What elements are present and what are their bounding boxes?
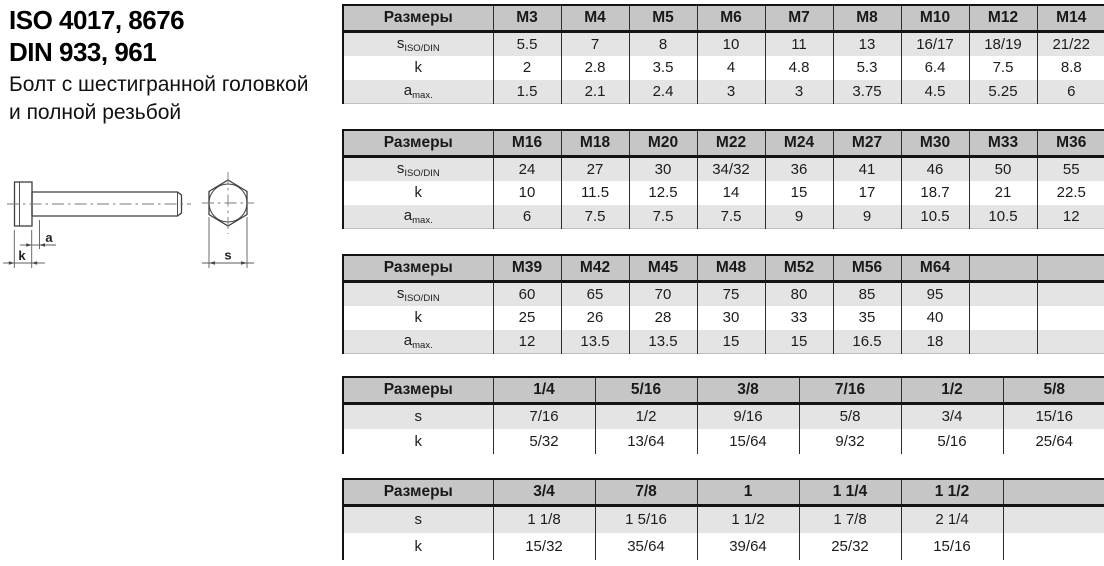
value-cell: 7.5 — [629, 205, 697, 229]
value-cell: 3 — [765, 80, 833, 104]
value-cell: 25/32 — [799, 533, 901, 560]
value-cell: 15/64 — [697, 429, 799, 454]
value-cell: 27 — [561, 157, 629, 181]
row-label-k: k — [414, 184, 422, 201]
row-label-k: k — [414, 309, 422, 326]
value-cell: 3/4 — [901, 404, 1003, 429]
value-cell: 21/22 — [1037, 32, 1104, 56]
size-column-header: M10 — [901, 5, 969, 32]
value-cell: 9/16 — [697, 404, 799, 429]
value-cell: 46 — [901, 157, 969, 181]
value-cell: 12 — [1037, 205, 1104, 229]
value-cell: 13/64 — [595, 429, 697, 454]
value-cell: 10 — [697, 32, 765, 56]
dimensions-table-inch-quarter-to-fiveeighths — [342, 376, 1104, 454]
value-cell: 9/32 — [799, 429, 901, 454]
value-cell: 4.5 — [901, 80, 969, 104]
value-cell — [1037, 306, 1104, 330]
value-cell: 15 — [765, 181, 833, 205]
value-cell: 4.8 — [765, 56, 833, 80]
value-cell — [1037, 330, 1104, 354]
value-cell: 41 — [833, 157, 901, 181]
dimensions-table-inch-threequarters-to-oneandhalf — [342, 478, 1104, 560]
table-corner-header: Размеры — [343, 377, 493, 404]
size-column-header: 1 1/4 — [799, 479, 901, 506]
value-cell: 15/16 — [1003, 404, 1104, 429]
value-cell: 5/16 — [901, 429, 1003, 454]
size-column-header: M42 — [561, 255, 629, 282]
size-column-header: M5 — [629, 5, 697, 32]
product-description-line2: и полной резьбой — [9, 101, 182, 124]
size-column-header — [969, 255, 1037, 282]
value-cell: 18 — [901, 330, 969, 354]
dimension-arrowheads — [9, 243, 247, 264]
value-cell: 75 — [697, 282, 765, 306]
value-cell: 5/8 — [799, 404, 901, 429]
size-column-header: M22 — [697, 130, 765, 157]
value-cell: 3.5 — [629, 56, 697, 80]
value-cell: 2.4 — [629, 80, 697, 104]
value-cell: 9 — [833, 205, 901, 229]
row-label-s: s — [414, 408, 422, 426]
size-column-header: M52 — [765, 255, 833, 282]
size-column-header: 7/16 — [799, 377, 901, 404]
value-cell: 55 — [1037, 157, 1104, 181]
standard-din-title: DIN 933, 961 — [9, 37, 157, 67]
value-cell: 7.5 — [697, 205, 765, 229]
value-cell: 25 — [493, 306, 561, 330]
size-column-header: M64 — [901, 255, 969, 282]
table-row — [343, 282, 1104, 306]
dimensions-table-metric-m16-m36 — [342, 129, 1104, 229]
value-cell: 17 — [833, 181, 901, 205]
row-label-a: $a_{max.}$ — [403, 81, 433, 101]
value-cell: 25/64 — [1003, 429, 1104, 454]
value-cell: 15/32 — [493, 533, 595, 560]
size-column-header: M33 — [969, 130, 1037, 157]
size-column-header — [1003, 479, 1104, 506]
table-row — [343, 181, 1104, 205]
size-column-header: M20 — [629, 130, 697, 157]
value-cell: 3.75 — [833, 80, 901, 104]
table-row — [343, 404, 1104, 429]
value-cell: 10 — [493, 181, 561, 205]
size-column-header: 1 1/2 — [901, 479, 1003, 506]
row-label-k: k — [414, 59, 422, 76]
value-cell: 3 — [697, 80, 765, 104]
value-cell: 36 — [765, 157, 833, 181]
value-cell — [969, 282, 1037, 306]
table-row — [343, 330, 1104, 354]
value-cell: 11 — [765, 32, 833, 56]
value-cell: 1 1/2 — [697, 506, 799, 533]
value-cell: 1 5/16 — [595, 506, 697, 533]
value-cell: 8.8 — [1037, 56, 1104, 80]
size-column-header: 3/4 — [493, 479, 595, 506]
size-column-header: M18 — [561, 130, 629, 157]
centerlines — [7, 172, 254, 234]
value-cell: 28 — [629, 306, 697, 330]
value-cell: 1 7/8 — [799, 506, 901, 533]
value-cell: 6 — [493, 205, 561, 229]
table-corner-header: Размеры — [343, 479, 493, 506]
value-cell: 35 — [833, 306, 901, 330]
value-cell: 14 — [697, 181, 765, 205]
product-description-line1: Болт с шестигранной головкой — [9, 73, 309, 96]
value-cell: 5/32 — [493, 429, 595, 454]
size-column-header: M27 — [833, 130, 901, 157]
size-column-header: M14 — [1037, 5, 1104, 32]
value-cell: 8 — [629, 32, 697, 56]
size-column-header: M4 — [561, 5, 629, 32]
value-cell: 13 — [833, 32, 901, 56]
value-cell — [969, 306, 1037, 330]
row-label-s: s — [414, 511, 422, 529]
value-cell: 2.8 — [561, 56, 629, 80]
table-row — [343, 157, 1104, 181]
value-cell: 24 — [493, 157, 561, 181]
dimension-lines — [3, 217, 254, 268]
value-cell: 70 — [629, 282, 697, 306]
row-label-k: k — [414, 537, 422, 555]
size-column-header: M39 — [493, 255, 561, 282]
title-block — [9, 4, 308, 127]
size-column-header: 5/8 — [1003, 377, 1104, 404]
size-column-header: M6 — [697, 5, 765, 32]
value-cell: 15 — [697, 330, 765, 354]
size-column-header: 3/8 — [697, 377, 799, 404]
size-column-header — [1037, 255, 1104, 282]
value-cell: 22.5 — [1037, 181, 1104, 205]
value-cell: 6 — [1037, 80, 1104, 104]
table-corner-header: Размеры — [343, 5, 493, 32]
size-column-header: M24 — [765, 130, 833, 157]
row-label-s: $s_{ISO/DIN}$ — [396, 284, 440, 304]
table-row — [343, 205, 1104, 229]
value-cell: 30 — [629, 157, 697, 181]
value-cell: 1/2 — [595, 404, 697, 429]
table-corner-header: Размеры — [343, 130, 493, 157]
value-cell: 2 1/4 — [901, 506, 1003, 533]
value-cell: 9 — [765, 205, 833, 229]
bolt-technical-drawing — [0, 160, 270, 290]
size-column-header: M56 — [833, 255, 901, 282]
size-column-header: M30 — [901, 130, 969, 157]
value-cell: 7/16 — [493, 404, 595, 429]
value-cell: 35/64 — [595, 533, 697, 560]
table-row — [343, 429, 1104, 454]
size-column-header: M3 — [493, 5, 561, 32]
value-cell: 12 — [493, 330, 561, 354]
value-cell: 13.5 — [561, 330, 629, 354]
value-cell: 2.1 — [561, 80, 629, 104]
value-cell: 6.4 — [901, 56, 969, 80]
value-cell: 13.5 — [629, 330, 697, 354]
row-label-a: $a_{max.}$ — [403, 206, 433, 226]
row-label-k: k — [414, 432, 422, 450]
value-cell — [969, 330, 1037, 354]
value-cell: 80 — [765, 282, 833, 306]
value-cell — [1003, 506, 1104, 533]
value-cell: 30 — [697, 306, 765, 330]
size-column-header: 1/2 — [901, 377, 1003, 404]
value-cell: 34/32 — [697, 157, 765, 181]
table-row — [343, 306, 1104, 330]
size-column-header: M48 — [697, 255, 765, 282]
dimensions-table-metric-m39-m64 — [342, 254, 1104, 354]
standard-iso-title: ISO 4017, 8676 — [9, 5, 185, 35]
value-cell — [1037, 282, 1104, 306]
size-column-header: 7/8 — [595, 479, 697, 506]
size-column-header: M12 — [969, 5, 1037, 32]
value-cell: 12.5 — [629, 181, 697, 205]
size-column-header: 1/4 — [493, 377, 595, 404]
size-column-header: M8 — [833, 5, 901, 32]
table-row — [343, 533, 1104, 560]
value-cell: 10.5 — [969, 205, 1037, 229]
value-cell: 2 — [493, 56, 561, 80]
value-cell: 4 — [697, 56, 765, 80]
size-column-header: M16 — [493, 130, 561, 157]
dimension-a-label: a — [45, 230, 53, 245]
dimension-k-label: k — [18, 248, 26, 263]
value-cell: 15 — [765, 330, 833, 354]
value-cell: 65 — [561, 282, 629, 306]
value-cell: 95 — [901, 282, 969, 306]
value-cell: 1 1/8 — [493, 506, 595, 533]
size-column-header: M7 — [765, 5, 833, 32]
value-cell: 21 — [969, 181, 1037, 205]
value-cell: 16/17 — [901, 32, 969, 56]
value-cell: 5.5 — [493, 32, 561, 56]
value-cell: 18.7 — [901, 181, 969, 205]
size-column-header: M36 — [1037, 130, 1104, 157]
table-row — [343, 56, 1104, 80]
value-cell: 40 — [901, 306, 969, 330]
table-row — [343, 32, 1104, 56]
value-cell: 60 — [493, 282, 561, 306]
value-cell: 11.5 — [561, 181, 629, 205]
value-cell: 50 — [969, 157, 1037, 181]
value-cell: 5.25 — [969, 80, 1037, 104]
value-cell: 15/16 — [901, 533, 1003, 560]
size-column-header: 5/16 — [595, 377, 697, 404]
row-label-s: $s_{ISO/DIN}$ — [396, 34, 440, 54]
dimension-s-label: s — [224, 247, 232, 263]
row-label-s: $s_{ISO/DIN}$ — [396, 159, 440, 179]
dimensions-table-metric-m3-m14 — [342, 4, 1104, 104]
value-cell: 26 — [561, 306, 629, 330]
value-cell: 85 — [833, 282, 901, 306]
row-label-a: $a_{max.}$ — [403, 331, 433, 351]
value-cell — [1003, 533, 1104, 560]
size-column-header: 1 — [697, 479, 799, 506]
value-cell: 7 — [561, 32, 629, 56]
value-cell: 1.5 — [493, 80, 561, 104]
value-cell: 16.5 — [833, 330, 901, 354]
value-cell: 7.5 — [969, 56, 1037, 80]
table-row — [343, 506, 1104, 533]
size-column-header: M45 — [629, 255, 697, 282]
table-row — [343, 80, 1104, 104]
value-cell: 18/19 — [969, 32, 1037, 56]
value-cell: 7.5 — [561, 205, 629, 229]
value-cell: 5.3 — [833, 56, 901, 80]
value-cell: 39/64 — [697, 533, 799, 560]
value-cell: 33 — [765, 306, 833, 330]
table-corner-header: Размеры — [343, 255, 493, 282]
value-cell: 10.5 — [901, 205, 969, 229]
